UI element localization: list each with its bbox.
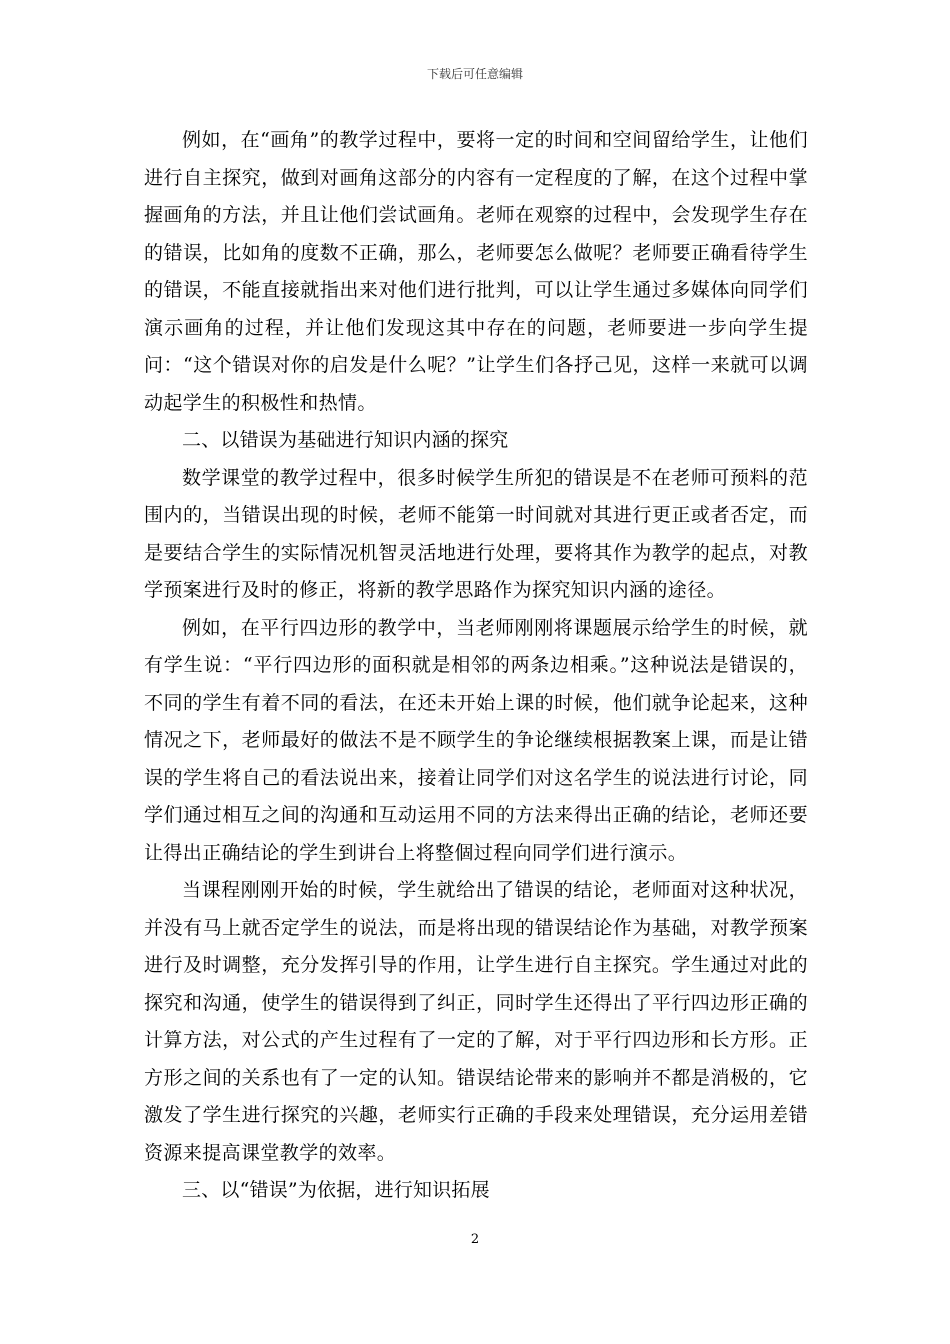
section-heading-two: 二、以错误为基础进行知识内涵的探究	[182, 429, 509, 451]
paragraph-parallelogram-example: 例如，在平行四边形的教学中，当老师刚刚将课题展示给学生的时候，就有学生说：“平行四边形的面积就是相邻的两条边相乘。”这种说法是错误的，不同的学生有着不同的看法，在还未开始上课的时候，他们就争论起来，这种情况之下，老师最好的做法不是不顾学生的争论继续根据教案上课，而是让错误的学生将自己的看法说出来，接着让同学们对这名学生的说法进行讨论，同学们通过相互之间的沟通和互动运用不同的方法来得出正确的结论，老师还要让得出正确结论的学生到讲台上将整個过程向同学们进行演示。	[144, 616, 808, 864]
section-heading-three: 三、以“错误”为依据，进行知识拓展	[182, 1179, 490, 1201]
paragraph-classroom-errors: 数学课堂的教学过程中，很多时候学生所犯的错误是不在老师可预料的范围内的，当错误出现的时候，老师不能第一时间就对其进行更正或者否定，而是要结合学生的实际情况机智灵活地进行处理，要将其作为教学的起点，对教学预案进行及时的修正，将新的教学思路作为探究知识内涵的途径。	[144, 466, 808, 601]
page-header: 下载后可任意编辑	[426, 67, 523, 81]
paragraph-drawing-angles: 例如，在“画角”的教学过程中，要将一定的时间和空间留给学生，让他们进行自主探究，做到对画角这部分的内容有一定程度的了解，在这个过程中掌握画角的方法，并且让他们尝试画角。老师在观察的过程中，会发现学生存在的错误，比如角的度数不正确，那么，老师要怎么做呢？老师要正确看待学生的错误，不能直接就指出来对他们进行批判，可以让学生通过多媒体向同学们演示画角的过程，并让他们发现这其中存在的问题，老师要进一步向学生提问：“这个错误对你的启发是什么呢？”让学生们各抒己见，这样一来就可以调动起学生的积极性和热情。	[144, 129, 808, 414]
document-body	[144, 122, 808, 1210]
page-number: 2	[470, 1232, 480, 1247]
paragraph-course-start: 当课程刚刚开始的时候，学生就给出了错误的结论，老师面对这种状况，并没有马上就否定学生的说法，而是将出现的错误结论作为基础，对教学预案进行及时调整，充分发挥引导的作用，让学生进行自主探究。学生通过对此的探究和沟通，使学生的错误得到了纠正，同时学生还得出了平行四边形正确的计算方法，对公式的产生过程有了一定的了解，对于平行四边形和长方形。正方形之间的关系也有了一定的认知。错误结论带来的影响并不都是消极的，它激发了学生进行探究的兴趣，老师实行正确的手段来处理错误，充分运用差错资源来提高课堂教学的效率。	[144, 879, 808, 1164]
